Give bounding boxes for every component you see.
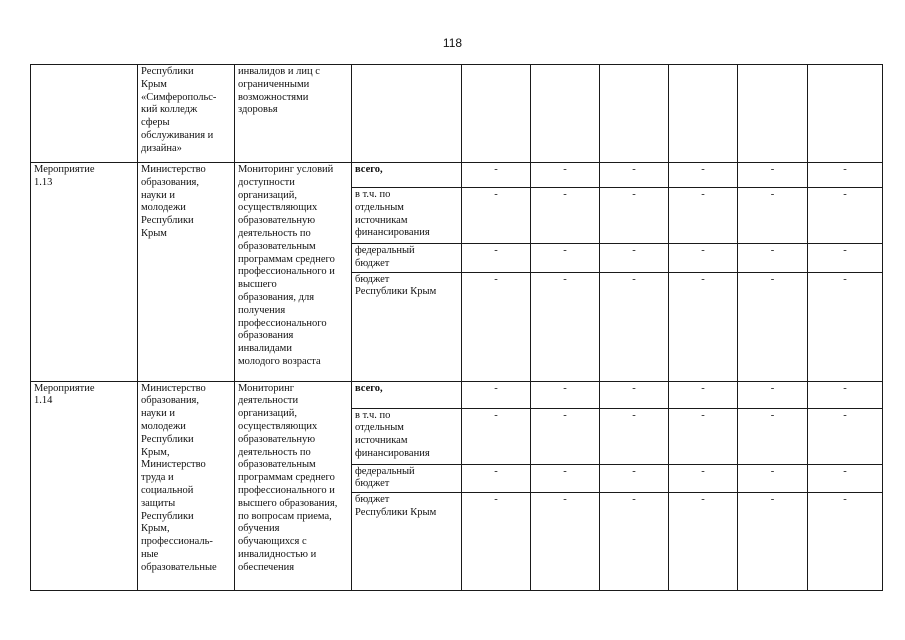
value-cell: - bbox=[600, 272, 669, 381]
value-cell: - bbox=[531, 408, 600, 464]
value-cell: - bbox=[738, 272, 808, 381]
source-cell: бюджет Республики Крым bbox=[352, 272, 462, 381]
value-cell: - bbox=[738, 163, 808, 188]
value-cell: - bbox=[669, 272, 738, 381]
source-cell: всего, bbox=[352, 163, 462, 188]
value-cell: - bbox=[738, 244, 808, 273]
value-cell: - bbox=[738, 493, 808, 591]
page-number: 118 bbox=[442, 36, 463, 50]
value-cell: - bbox=[462, 272, 531, 381]
value-cell: - bbox=[669, 163, 738, 188]
executor-cell: Республики Крым «Симферопольс- кий колледж сферы обслуживания и дизайна» bbox=[138, 65, 235, 163]
value-cell: - bbox=[462, 381, 531, 408]
value-cell: - bbox=[808, 163, 883, 188]
table-row bbox=[31, 163, 883, 188]
value-cell bbox=[738, 65, 808, 163]
value-cell: - bbox=[669, 493, 738, 591]
value-cell: - bbox=[738, 381, 808, 408]
value-cell: - bbox=[738, 464, 808, 493]
value-cell: - bbox=[808, 464, 883, 493]
measure-name-cell bbox=[31, 65, 138, 163]
value-cell: - bbox=[669, 464, 738, 493]
source-cell bbox=[352, 65, 462, 163]
source-cell: в т.ч. по отдельным источникам финансирования bbox=[352, 408, 462, 464]
value-cell: - bbox=[531, 464, 600, 493]
value-cell: - bbox=[600, 244, 669, 273]
value-cell: - bbox=[462, 163, 531, 188]
value-cell: - bbox=[669, 188, 738, 244]
value-cell: - bbox=[600, 464, 669, 493]
value-cell: - bbox=[600, 163, 669, 188]
value-cell: - bbox=[531, 493, 600, 591]
value-cell bbox=[531, 65, 600, 163]
value-cell: - bbox=[808, 493, 883, 591]
value-cell: - bbox=[600, 188, 669, 244]
source-cell: федеральный бюджет bbox=[352, 244, 462, 273]
value-cell: - bbox=[531, 163, 600, 188]
value-cell: - bbox=[808, 381, 883, 408]
financing-table bbox=[30, 64, 883, 591]
value-cell: - bbox=[531, 244, 600, 273]
value-cell: - bbox=[600, 408, 669, 464]
value-cell: - bbox=[462, 464, 531, 493]
value-cell: - bbox=[531, 272, 600, 381]
source-cell: в т.ч. по отдельным источникам финансирования bbox=[352, 188, 462, 244]
description-cell: Мониторинг условий доступности организаций, осуществляющих образовательную деятельность по образовательным программам среднего профессионального и высшего образования, для получения профессионального образования инвалидами молодого возраста bbox=[235, 163, 352, 382]
value-cell bbox=[669, 65, 738, 163]
description-cell: Мониторинг деятельности организаций, осуществляющих образовательную деятельность по образовательным программам среднего профессионального и высшего образования, по вопросам приема, обучения обучающихся с инвалидностью и обеспечения bbox=[235, 381, 352, 591]
value-cell: - bbox=[531, 188, 600, 244]
value-cell: - bbox=[462, 188, 531, 244]
table-row-continuation bbox=[31, 65, 883, 163]
source-cell: бюджет Республики Крым bbox=[352, 493, 462, 591]
measure-name-cell: Мероприятие 1.14 bbox=[31, 381, 138, 591]
value-cell: - bbox=[669, 244, 738, 273]
value-cell: - bbox=[808, 188, 883, 244]
value-cell: - bbox=[462, 493, 531, 591]
value-cell bbox=[600, 65, 669, 163]
value-cell: - bbox=[669, 408, 738, 464]
value-cell: - bbox=[669, 381, 738, 408]
value-cell: - bbox=[808, 244, 883, 273]
table-row bbox=[31, 381, 883, 408]
executor-cell: Министерство образования, науки и молодежи Республики Крым bbox=[138, 163, 235, 382]
value-cell: - bbox=[738, 188, 808, 244]
source-cell: всего, bbox=[352, 381, 462, 408]
value-cell: - bbox=[808, 272, 883, 381]
description-cell: инвалидов и лиц с ограниченными возможностями здоровья bbox=[235, 65, 352, 163]
value-cell bbox=[808, 65, 883, 163]
value-cell: - bbox=[600, 493, 669, 591]
value-cell: - bbox=[808, 408, 883, 464]
value-cell: - bbox=[600, 381, 669, 408]
measure-name-cell: Мероприятие 1.13 bbox=[31, 163, 138, 382]
value-cell: - bbox=[738, 408, 808, 464]
value-cell bbox=[462, 65, 531, 163]
value-cell: - bbox=[462, 408, 531, 464]
value-cell: - bbox=[462, 244, 531, 273]
executor-cell: Министерство образования, науки и молодежи Республики Крым, Министерство труда и социальной защиты Республики Крым, профессиональ- ные образовательные bbox=[138, 381, 235, 591]
source-cell: федеральный бюджет bbox=[352, 464, 462, 493]
value-cell: - bbox=[531, 381, 600, 408]
